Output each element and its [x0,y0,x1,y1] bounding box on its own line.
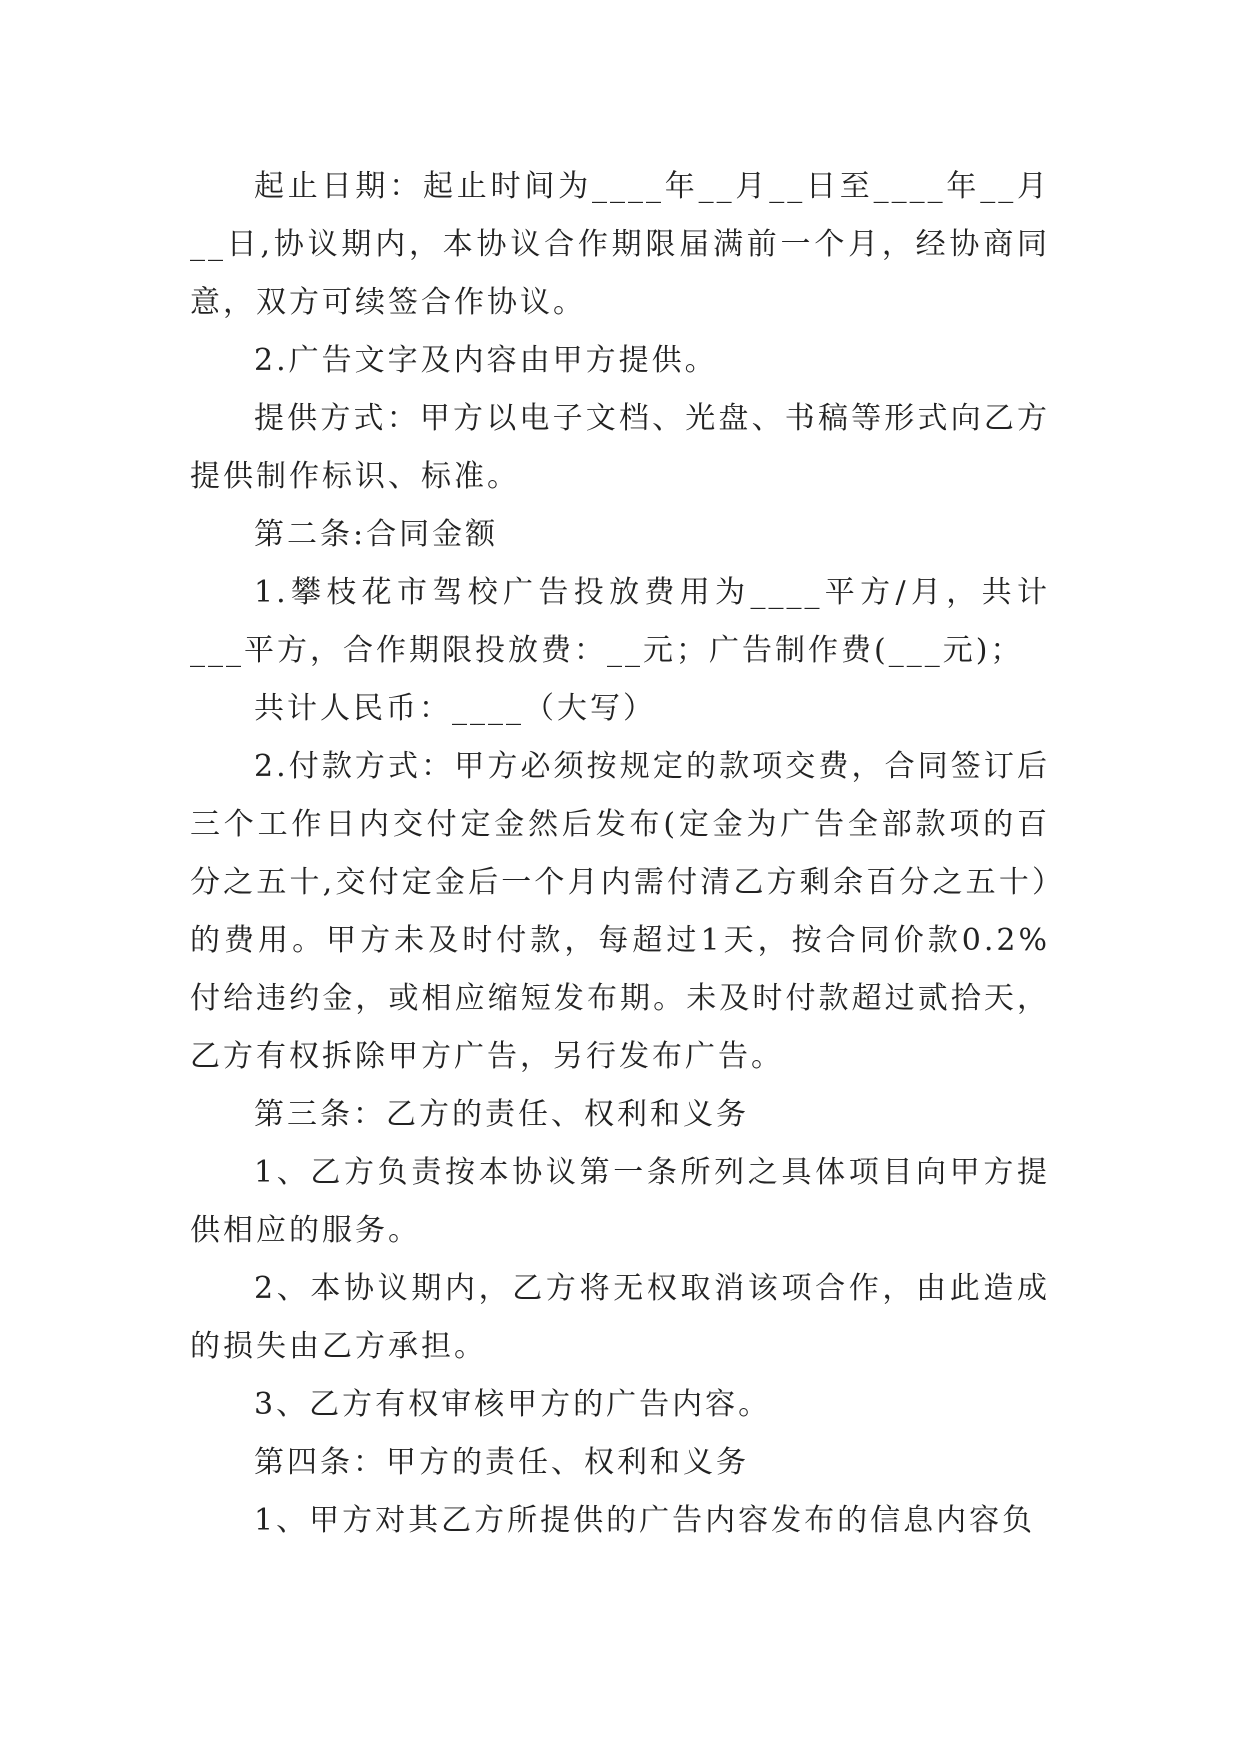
heading-article-2: 第二条:合同金额 [254,517,499,552]
heading-article-3: 第三条：乙方的责任、权利和义务 [254,1097,749,1132]
heading-article-4: 第四条：甲方的责任、权利和义务 [254,1445,749,1480]
paragraph-payment-method: 2.付款方式：甲方必须按规定的款项交费，合同签订后三个工作日内交付定金然后发布(定金为广告全部款项的百分之五十,交付定金后一个月内需付清乙方剩余百分之五十）的费用。甲方未及时付款，每超过1天，按合同价款0.2%付给违约金，或相应缩短发布期。未及时付款超过贰拾天，乙方有权拆除甲方广告，另行发布广告。 [190,749,1050,1074]
paragraph-party-a-item-1: 1、甲方对其乙方所提供的广告内容发布的信息内容负 [254,1503,1036,1538]
paragraph-term-dates: 起止日期：起止时间为____年__月__日至____年__月__日,协议期内，本协议合作期限届满前一个月，经协商同意，双方可续签合作协议。 [190,169,1050,320]
paragraph-total-rmb: 共计人民币：____（大写） [254,691,656,726]
paragraph-party-b-item-3: 3、乙方有权审核甲方的广告内容。 [254,1387,772,1422]
paragraph-ad-content-provider: 2.广告文字及内容由甲方提供。 [254,343,718,378]
paragraph-fees: 1.攀枝花市驾校广告投放费用为____平方/月，共计___平方，合作期限投放费：__元；广告制作费(___元)； [190,575,1050,668]
document-body [190,158,1050,1550]
paragraph-party-b-item-1: 1、乙方负责按本协议第一条所列之具体项目向甲方提供相应的服务。 [190,1155,1050,1248]
paragraph-provision-method: 提供方式：甲方以电子文档、光盘、书稿等形式向乙方提供制作标识、标准。 [190,401,1050,494]
paragraph-party-b-item-2: 2、本协议期内，乙方将无权取消该项合作，由此造成的损失由乙方承担。 [190,1271,1050,1364]
